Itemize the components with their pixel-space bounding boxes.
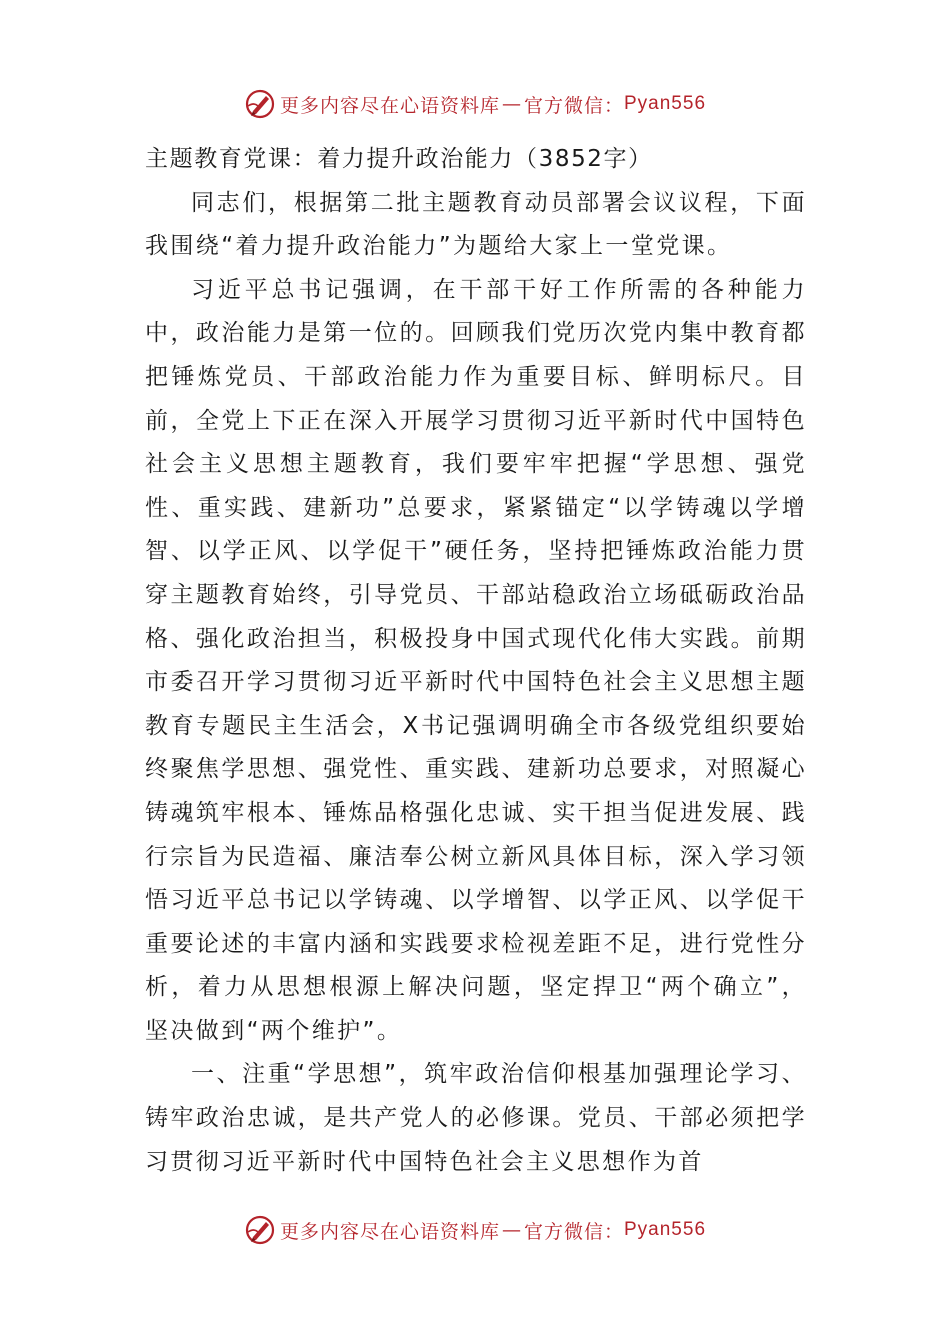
footer-banner-dash: — (501, 1219, 522, 1241)
header-banner-contact-id: Pyan556 (624, 93, 707, 114)
footer-banner-text: 更多内容尽在心语资料库 (279, 1220, 500, 1243)
pen-logo-icon (244, 88, 276, 120)
document-body (145, 138, 807, 1184)
paragraph-3: 一、注重“学思想”，筑牢政治信仰根基加强理论学习、铸牢政治忠诚，是共产党人的必修课。党员、干部必须把学习贯彻习近平新时代中国特色社会主义思想作为首 (145, 1061, 807, 1175)
header-banner-text: 更多内容尽在心语资料库 (279, 94, 500, 117)
header-banner-dash: — (501, 93, 522, 115)
footer-banner-contact-id: Pyan556 (624, 1219, 707, 1240)
paragraph-1: 同志们，根据第二批主题教育动员部署会议议程，下面我围绕“着力提升政治能力”为题给大家上一堂党课。 (145, 189, 807, 260)
footer-banner-contact-prefix: 官方微信： (523, 1220, 624, 1243)
header-banner-contact-prefix: 官方微信： (523, 94, 624, 117)
paragraph-2: 习近平总书记强调，在干部干好工作所需的各种能力中，政治能力是第一位的。回顾我们党历次党内集中教育都把锤炼党员、干部政治能力作为重要目标、鲜明标尺。目前，全党上下正在深入开展学习贯彻习近平新时代中国特色社会主义思想主题教育，我们要牢牢把握“学思想、强党性、重实践、建新功”总要求，紧紧锚定“以学铸魂以学增智、以学正风、以学促干”硬任务，坚持把锤炼政治能力贯穿主题教育始终，引导党员、干部站稳政治立场砥砺政治品格、强化政治担当，积极投身中国式现代化伟大实践。前期市委召开学习贯彻习近平新时代中国特色社会主义思想主题教育专题民主生活会，X书记强调明确全市各级党组织要始终聚焦学思想、强党性、重实践、建新功总要求，对照凝心铸魂筑牢根本、锤炼品格强化忠诚、实干担当促进发展、践行宗旨为民造福、廉洁奉公树立新风具体目标，深入学习领悟习近平总书记以学铸魂、以学增智、以学正风、以学促干重要论述的丰富内涵和实践要求检视差距不足，进行党性分析，着力从思想根源上解决问题，坚定捍卫“两个确立”，坚决做到“两个维护”。 (145, 276, 807, 1044)
document-title: 主题教育党课：着力提升政治能力（3852字） (145, 146, 653, 172)
footer-banner[interactable] (0, 1210, 950, 1250)
pen-logo-icon (244, 1214, 276, 1246)
header-banner[interactable] (0, 84, 950, 124)
